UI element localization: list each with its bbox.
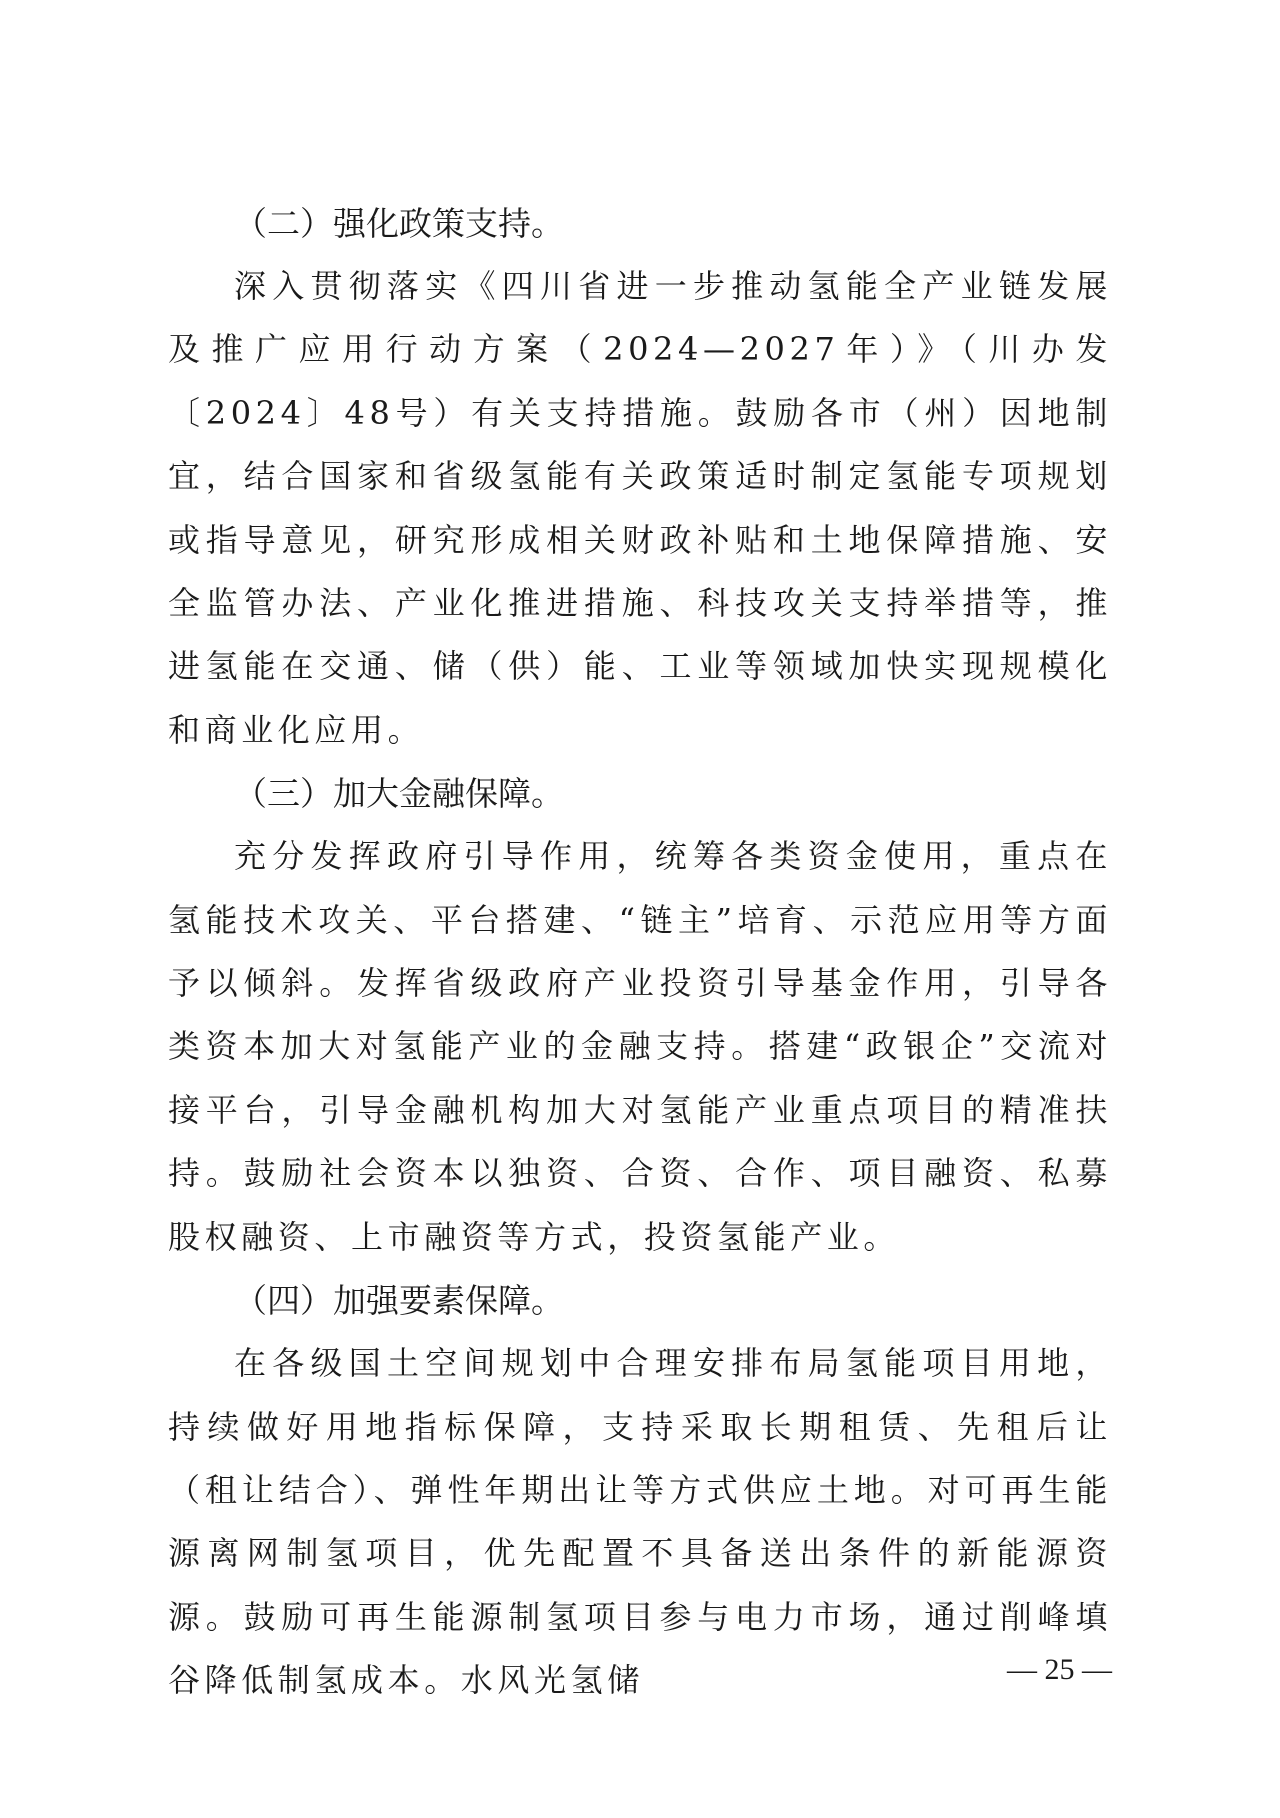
section-paragraph-financial-support: 充分发挥政府引导作用，统筹各类资金使用，重点在氢能技术攻关、平台搭建、“链主”培育、示范应用等方面予以倾斜。发挥省级政府产业投资引导基金作用，引导各类资本加大对氢能产业的金融支持。搭建“政银企”交流对接平台，引导金融机构加大对氢能产业重点项目的精准扶持。鼓励社会资本以独资、合资、合作、项目融资、私募股权融资、上市融资等方式，投资氢能产业。 bbox=[168, 837, 1112, 1256]
section-heading-factor-support: （四）加强要素保障。 bbox=[234, 1281, 564, 1321]
section-paragraph-policy-support: 深入贯彻落实《四川省进一步推动氢能全产业链发展及推广应用行动方案（2024—2027年）》（川办发〔2024〕48号）有关支持措施。鼓励各市（州）因地制宜，结合国家和省级氢能有关政策适时制定氢能专项规划或指导意见，研究形成相关财政补贴和土地保障措施、安全监管办法、产业化推进措施、科技攻关支持举措等，推进氢能在交通、储（供）能、工业等领域加快实现规模化和商业化应用。 bbox=[168, 267, 1112, 749]
section-heading-policy-support: （二）强化政策支持。 bbox=[234, 204, 564, 243]
section-paragraph-factor-support: 在各级国土空间规划中合理安排布局氢能项目用地，持续做好用地指标保障，支持采取长期租赁、先租后让（租让结合）、弹性年期出让等方式供应土地。对可再生能源离网制氢项目，优先配置不具备送出条件的新能源资源。鼓励可再生能源制氢项目参与电力市场，通过削峰填谷降低制氢成本。水风光氢储 bbox=[168, 1344, 1112, 1700]
page-number: — 25 — bbox=[1007, 1653, 1112, 1686]
section-heading-financial-support: （三）加大金融保障。 bbox=[234, 774, 564, 814]
document-body bbox=[168, 192, 1112, 1713]
